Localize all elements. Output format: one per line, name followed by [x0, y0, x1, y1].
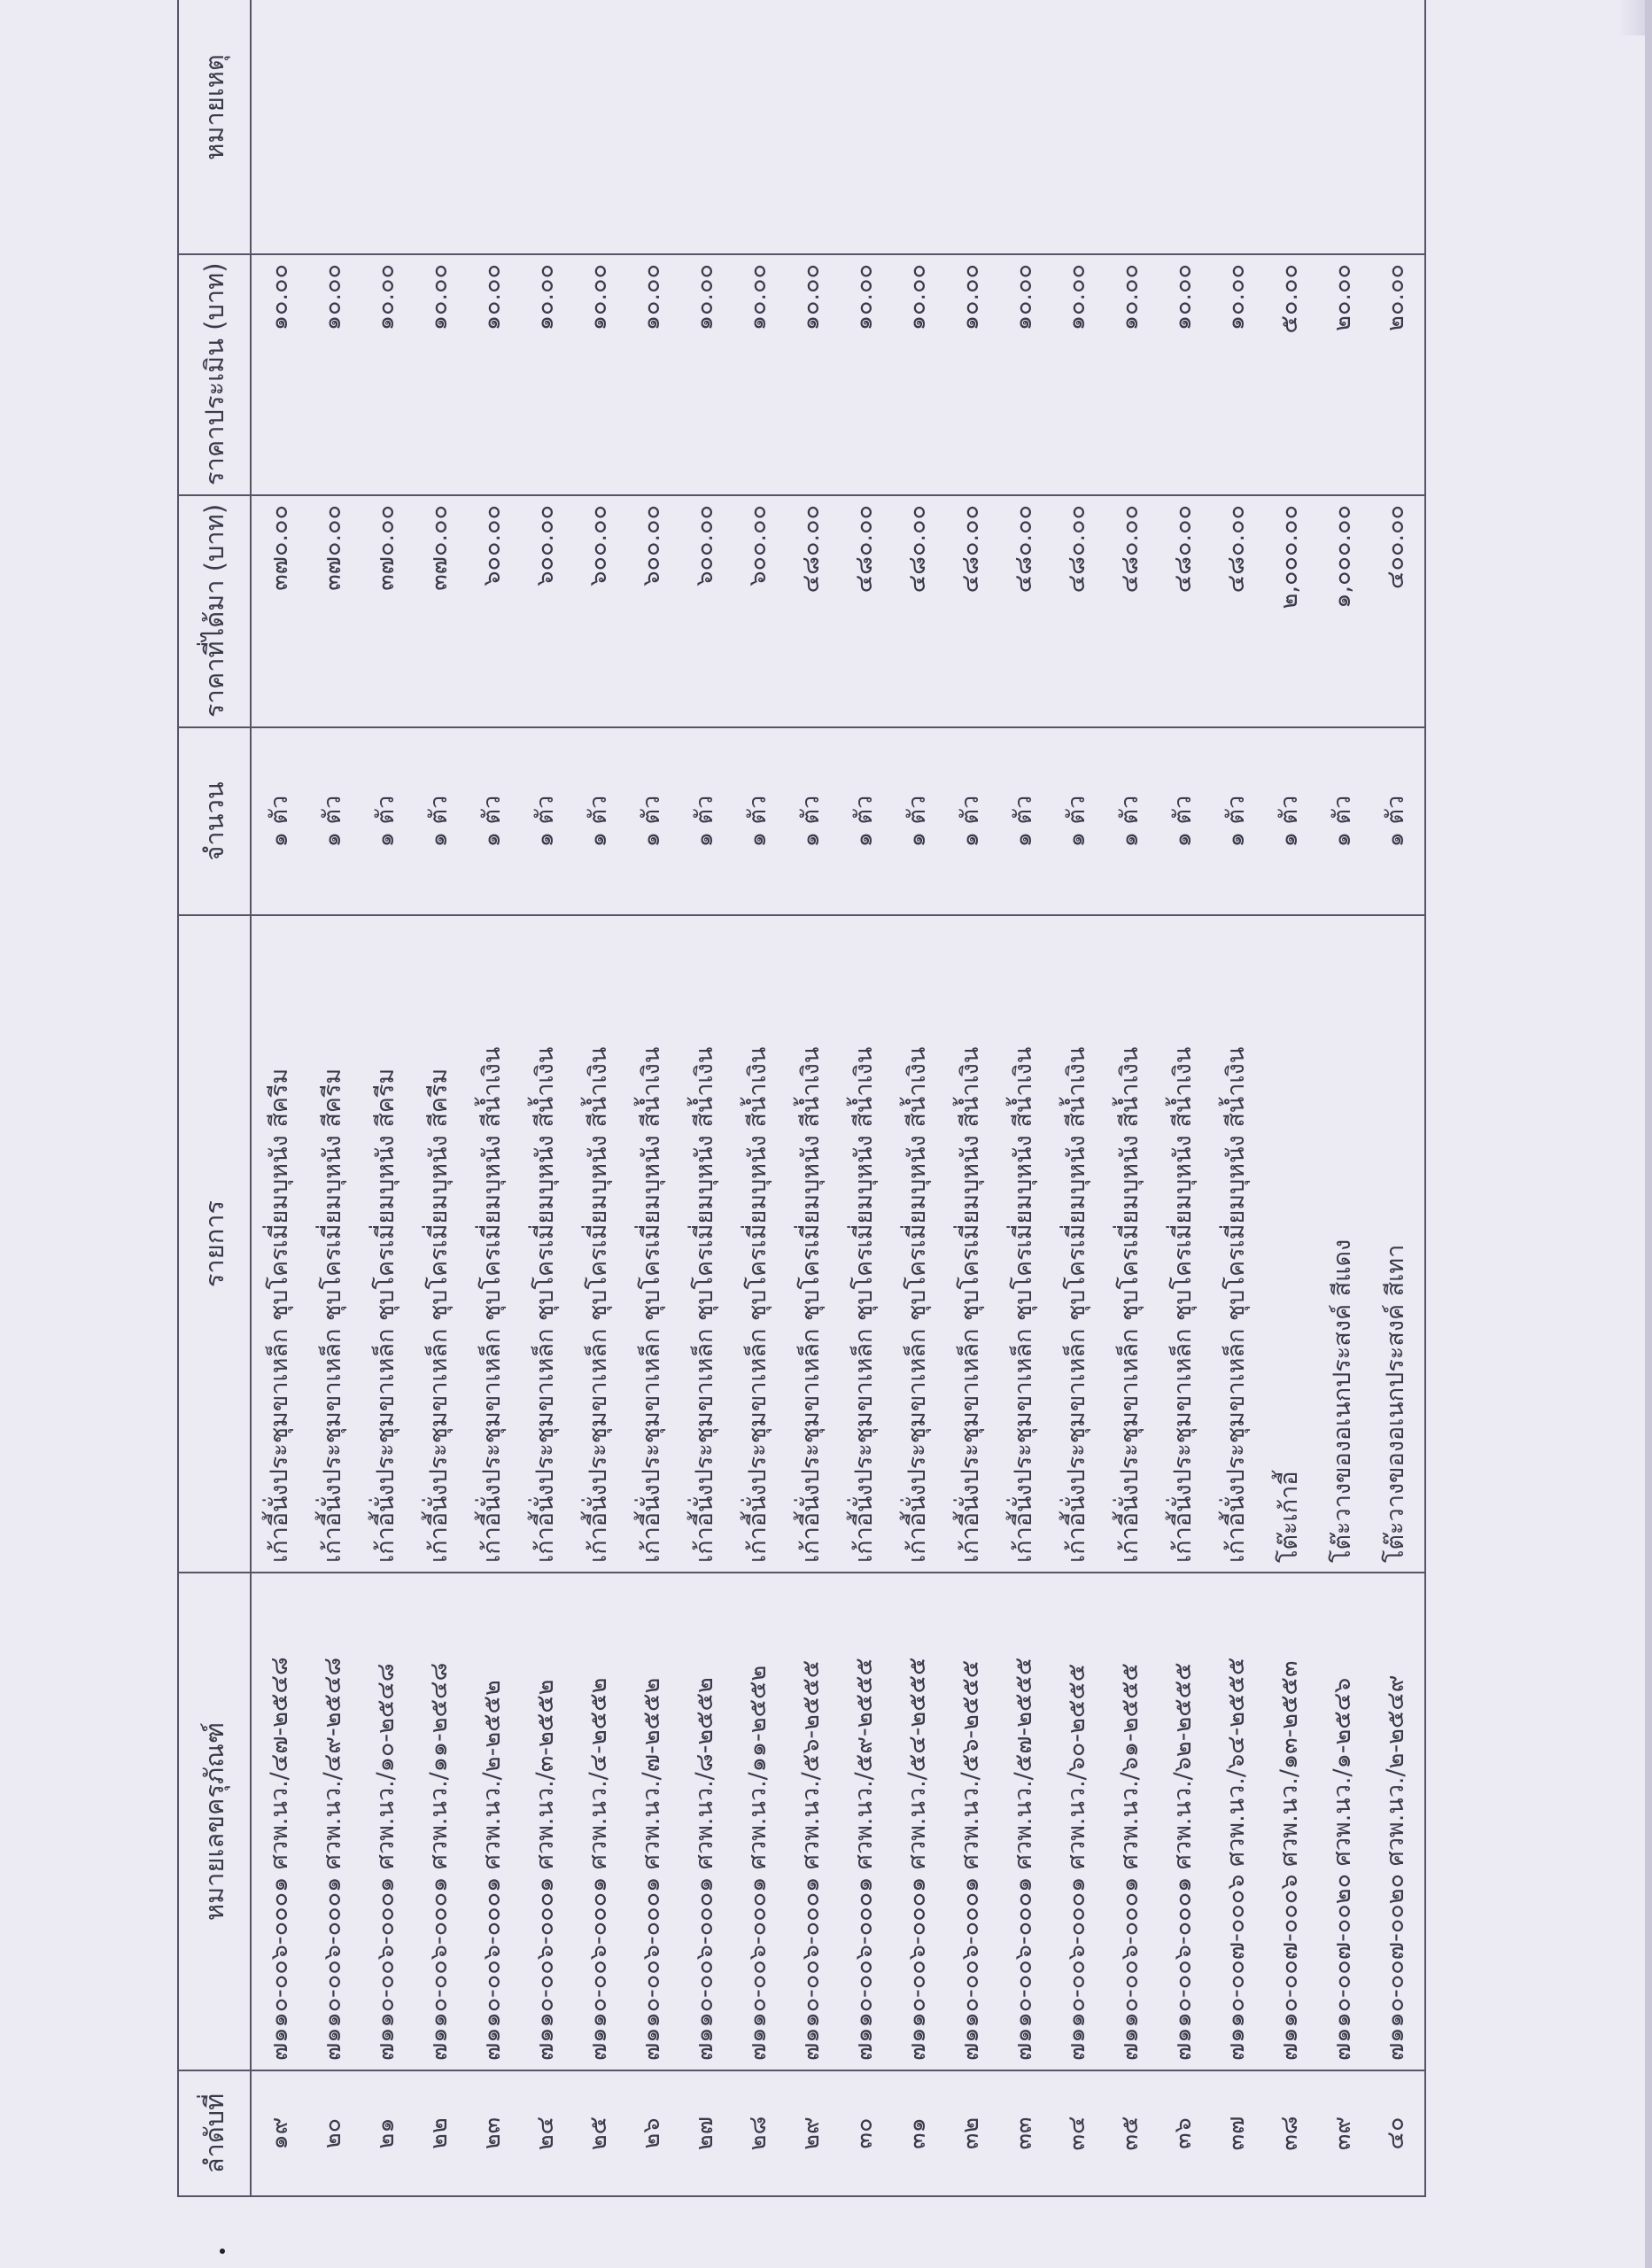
row-note [570, 0, 624, 254]
row-description: เก้าอี้นั่งประชุมขาเหล็ก ชุบโครเมี่ยมบุหนัง สีน้ำเงิน [889, 915, 942, 1573]
row-asset-id: ๗๑๑๐-๐๐๗-๐๐๐๖ ศวพ.นว./๑๓-๒๕๕๓ [1261, 1573, 1315, 2070]
row-price: ๑,๐๐๐.๐๐ [1315, 495, 1368, 727]
row-price: ๓๗๐.๐๐ [251, 495, 305, 727]
table-row [305, 0, 358, 2196]
row-note [624, 0, 677, 254]
row-description: เก้าอี้นั่งประชุมขาเหล็ก ชุบโครเมี่ยมบุหนัง สีน้ำเงิน [1208, 915, 1261, 1573]
row-asset-id: ๗๑๑๐-๐๐๖-๐๐๐๑ ศวพ.นว./๑๐-๒๕๔๘ [358, 1573, 411, 2070]
row-note [730, 0, 783, 254]
row-description: เก้าอี้นั่งประชุมขาเหล็ก ชุบโครเมี่ยมบุหนัง สีครีม [358, 915, 411, 1573]
row-note [889, 0, 942, 254]
row-quantity: ๑ ตัว [570, 727, 624, 915]
scan-speck [220, 2249, 225, 2254]
row-note [783, 0, 836, 254]
row-note [1315, 0, 1368, 254]
row-description: เก้าอี้นั่งประชุมขาเหล็ก ชุบโครเมี่ยมบุหนัง สีน้ำเงิน [464, 915, 517, 1573]
header-description: รายการ [178, 915, 251, 1573]
row-description: เก้าอี้นั่งประชุมขาเหล็ก ชุบโครเมี่ยมบุหนัง สีน้ำเงิน [996, 915, 1049, 1573]
row-note [1049, 0, 1102, 254]
table-row [889, 0, 942, 2196]
row-eval-price: ๑๐.๐๐ [889, 254, 942, 495]
row-price: ๔๘๐.๐๐ [783, 495, 836, 727]
row-price: ๖๐๐.๐๐ [730, 495, 783, 727]
row-price: ๔๘๐.๐๐ [1102, 495, 1155, 727]
row-description: เก้าอี้นั่งประชุมขาเหล็ก ชุบโครเมี่ยมบุหนัง สีน้ำเงิน [730, 915, 783, 1573]
row-quantity: ๑ ตัว [996, 727, 1049, 915]
row-note [517, 0, 570, 254]
table-row [677, 0, 730, 2196]
row-no: ๓๗ [1208, 2070, 1261, 2196]
table-row [1102, 0, 1155, 2196]
row-eval-price: ๑๐.๐๐ [251, 254, 305, 495]
blank-cell [1421, 254, 1425, 495]
row-description: เก้าอี้นั่งประชุมขาเหล็ก ชุบโครเมี่ยมบุหนัง สีน้ำเงิน [1102, 915, 1155, 1573]
paper-edge [1645, 0, 1652, 2268]
row-price: ๓๗๐.๐๐ [358, 495, 411, 727]
row-note [836, 0, 889, 254]
row-quantity: ๑ ตัว [1208, 727, 1261, 915]
row-description: เก้าอี้นั่งประชุมขาเหล็ก ชุบโครเมี่ยมบุหนัง สีน้ำเงิน [1155, 915, 1208, 1573]
row-asset-id: ๗๑๑๐-๐๐๖-๐๐๐๑ ศวพ.นว./๕๖-๒๕๕๕ [783, 1573, 836, 2070]
row-quantity: ๑ ตัว [411, 727, 464, 915]
row-price: ๔๘๐.๐๐ [1155, 495, 1208, 727]
row-asset-id: ๗๑๑๐-๐๐๖-๐๐๐๑ ศวพ.นว./๖๑-๒๕๕๕ [1102, 1573, 1155, 2070]
row-quantity: ๑ ตัว [517, 727, 570, 915]
table-row [464, 0, 517, 2196]
asset-disposal-sheet [177, 54, 1426, 2197]
blank-cell [1421, 1573, 1425, 2070]
row-note [996, 0, 1049, 254]
row-eval-price: ๑๐.๐๐ [411, 254, 464, 495]
row-quantity: ๑ ตัว [1049, 727, 1102, 915]
header-eval-price: ราคาประเมิน (บาท) [178, 254, 251, 495]
row-description: เก้าอี้นั่งประชุมขาเหล็ก ชุบโครเมี่ยมบุหนัง สีน้ำเงิน [783, 915, 836, 1573]
row-asset-id: ๗๑๑๐-๐๐๖-๐๐๐๑ ศวพ.นว./๑๑-๒๕๔๘ [411, 1573, 464, 2070]
row-price: ๔๘๐.๐๐ [889, 495, 942, 727]
row-eval-price: ๑๐.๐๐ [677, 254, 730, 495]
row-no: ๒๕ [570, 2070, 624, 2196]
row-asset-id: ๗๑๑๐-๐๐๖-๐๐๐๑ ศวพ.นว./๔๗-๒๕๔๘ [251, 1573, 305, 2070]
row-note [358, 0, 411, 254]
row-description: เก้าอี้นั่งประชุมขาเหล็ก ชุบโครเมี่ยมบุหนัง สีครีม [251, 915, 305, 1573]
row-price: ๖๐๐.๐๐ [517, 495, 570, 727]
row-asset-id: ๗๑๑๐-๐๐๖-๐๐๐๑ ศวพ.นว./๕๖-๒๕๕๕ [942, 1573, 996, 2070]
row-quantity: ๑ ตัว [942, 727, 996, 915]
row-price: ๖๐๐.๐๐ [624, 495, 677, 727]
row-price: ๖๐๐.๐๐ [464, 495, 517, 727]
row-quantity: ๑ ตัว [305, 727, 358, 915]
row-no: ๒๖ [624, 2070, 677, 2196]
row-note [1155, 0, 1208, 254]
row-asset-id: ๗๑๑๐-๐๐๖-๐๐๐๑ ศวพ.นว./๒-๒๕๕๒ [464, 1573, 517, 2070]
row-asset-id: ๗๑๑๐-๐๐๗-๐๐๒๐ ศวพ.นว./๑-๒๕๔๖ [1315, 1573, 1368, 2070]
row-price: ๖๐๐.๐๐ [677, 495, 730, 727]
row-eval-price: ๑๐.๐๐ [464, 254, 517, 495]
row-description: เก้าอี้นั่งประชุมขาเหล็ก ชุบโครเมี่ยมบุหนัง สีครีม [411, 915, 464, 1573]
row-price: ๔๘๐.๐๐ [996, 495, 1049, 727]
row-eval-price: ๑๐.๐๐ [1208, 254, 1261, 495]
row-no: ๒๒ [411, 2070, 464, 2196]
blank-cell [1421, 2070, 1425, 2196]
header-note: หมายเหตุ [178, 0, 251, 254]
row-asset-id: ๗๑๑๐-๐๐๗-๐๐๐๖ ศวพ.นว./๖๔-๒๕๕๕ [1208, 1573, 1261, 2070]
row-eval-price: ๒๐.๐๐ [1315, 254, 1368, 495]
row-asset-id: ๗๑๑๐-๐๐๖-๐๐๐๑ ศวพ.นว./๕๔-๒๕๕๕ [889, 1573, 942, 2070]
row-eval-price: ๑๐.๐๐ [996, 254, 1049, 495]
table-row [411, 0, 464, 2196]
row-price: ๔๘๐.๐๐ [836, 495, 889, 727]
blank-cell [1421, 0, 1425, 254]
row-eval-price: ๑๐.๐๐ [1049, 254, 1102, 495]
row-price: ๔๘๐.๐๐ [1049, 495, 1102, 727]
row-note [1261, 0, 1315, 254]
row-eval-price: ๑๐.๐๐ [570, 254, 624, 495]
row-quantity: ๑ ตัว [251, 727, 305, 915]
table-row [570, 0, 624, 2196]
row-asset-id: ๗๑๑๐-๐๐๖-๐๐๐๑ ศวพ.นว./๕๗-๒๕๕๕ [996, 1573, 1049, 2070]
row-quantity: ๑ ตัว [358, 727, 411, 915]
table-header-row [178, 0, 251, 2196]
row-eval-price: ๑๐.๐๐ [1102, 254, 1155, 495]
row-eval-price: ๑๐.๐๐ [517, 254, 570, 495]
row-asset-id: ๗๑๑๐-๐๐๖-๐๐๐๑ ศวพ.นว./๓-๒๕๕๒ [517, 1573, 570, 2070]
row-description: โต๊ะเก้าอี้ [1261, 915, 1315, 1573]
row-no: ๓๐ [836, 2070, 889, 2196]
asset-table [177, 0, 1426, 2197]
row-description: เก้าอี้นั่งประชุมขาเหล็ก ชุบโครเมี่ยมบุหนัง สีน้ำเงิน [942, 915, 996, 1573]
row-quantity: ๑ ตัว [783, 727, 836, 915]
row-description: โต๊ะวางของอเนกประสงค์ สีเทา [1368, 915, 1421, 1573]
row-no: ๑๙ [251, 2070, 305, 2196]
row-asset-id: ๗๑๑๐-๐๐๖-๐๐๐๑ ศวพ.นว./๘-๒๕๕๒ [677, 1573, 730, 2070]
row-eval-price: ๕๐.๐๐ [1261, 254, 1315, 495]
header-no: ลำดับที่ [178, 2070, 251, 2196]
row-no: ๓๙ [1315, 2070, 1368, 2196]
row-eval-price: ๒๐.๐๐ [1368, 254, 1421, 495]
row-no: ๓๖ [1155, 2070, 1208, 2196]
row-no: ๒๓ [464, 2070, 517, 2196]
blank-cell [1421, 727, 1425, 915]
row-note [1102, 0, 1155, 254]
row-quantity: ๑ ตัว [624, 727, 677, 915]
row-eval-price: ๑๐.๐๐ [358, 254, 411, 495]
row-price: ๒,๐๐๐.๐๐ [1261, 495, 1315, 727]
row-description: เก้าอี้นั่งประชุมขาเหล็ก ชุบโครเมี่ยมบุหนัง สีน้ำเงิน [1049, 915, 1102, 1573]
row-description: เก้าอี้นั่งประชุมขาเหล็ก ชุบโครเมี่ยมบุหนัง สีน้ำเงิน [836, 915, 889, 1573]
row-no: ๒๗ [677, 2070, 730, 2196]
row-eval-price: ๑๐.๐๐ [305, 254, 358, 495]
table-row [836, 0, 889, 2196]
row-note [464, 0, 517, 254]
row-no: ๓๑ [889, 2070, 942, 2196]
row-price: ๖๐๐.๐๐ [570, 495, 624, 727]
row-asset-id: ๗๑๑๐-๐๐๖-๐๐๐๑ ศวพ.นว./๔๙-๒๕๔๘ [305, 1573, 358, 2070]
row-price: ๔๘๐.๐๐ [1208, 495, 1261, 727]
row-note [1208, 0, 1261, 254]
row-quantity: ๑ ตัว [730, 727, 783, 915]
table-row [1315, 0, 1368, 2196]
row-no: ๒๑ [358, 2070, 411, 2196]
row-price: ๓๗๐.๐๐ [411, 495, 464, 727]
row-no: ๒๐ [305, 2070, 358, 2196]
row-quantity: ๑ ตัว [1368, 727, 1421, 915]
row-quantity: ๑ ตัว [1315, 727, 1368, 915]
row-eval-price: ๑๐.๐๐ [730, 254, 783, 495]
row-quantity: ๑ ตัว [1155, 727, 1208, 915]
row-asset-id: ๗๑๑๐-๐๐๖-๐๐๐๑ ศวพ.นว./๕๙-๒๕๕๕ [836, 1573, 889, 2070]
row-eval-price: ๑๐.๐๐ [783, 254, 836, 495]
row-description: โต๊ะวางของอเนกประสงค์ สีแดง [1315, 915, 1368, 1573]
table-row [624, 0, 677, 2196]
row-eval-price: ๑๐.๐๐ [942, 254, 996, 495]
row-asset-id: ๗๑๑๐-๐๐๖-๐๐๐๑ ศวพ.นว./๔-๒๕๕๒ [570, 1573, 624, 2070]
row-quantity: ๑ ตัว [1261, 727, 1315, 915]
row-quantity: ๑ ตัว [464, 727, 517, 915]
table-row [358, 0, 411, 2196]
table-row [783, 0, 836, 2196]
rotated-table-frame [177, 54, 1426, 2197]
table-row [1155, 0, 1208, 2196]
header-quantity: จำนวน [178, 727, 251, 915]
row-note [677, 0, 730, 254]
table-row [730, 0, 783, 2196]
table-blank-space [1421, 0, 1425, 2196]
row-no: ๓๒ [942, 2070, 996, 2196]
header-asset-id: หมายเลขครุภัณฑ์ [178, 1573, 251, 2070]
table-row [251, 0, 305, 2196]
row-no: ๓๘ [1261, 2070, 1315, 2196]
row-description: เก้าอี้นั่งประชุมขาเหล็ก ชุบโครเมี่ยมบุหนัง สีน้ำเงิน [517, 915, 570, 1573]
row-eval-price: ๑๐.๐๐ [1155, 254, 1208, 495]
table-row [996, 0, 1049, 2196]
row-note [305, 0, 358, 254]
row-asset-id: ๗๑๑๐-๐๐๖-๐๐๐๑ ศวพ.นว./๗-๒๕๕๒ [624, 1573, 677, 2070]
row-price: ๓๗๐.๐๐ [305, 495, 358, 727]
row-eval-price: ๑๐.๐๐ [836, 254, 889, 495]
row-no: ๒๘ [730, 2070, 783, 2196]
row-no: ๓๕ [1102, 2070, 1155, 2196]
row-quantity: ๑ ตัว [836, 727, 889, 915]
row-no: ๓๓ [996, 2070, 1049, 2196]
row-no: ๓๔ [1049, 2070, 1102, 2196]
row-asset-id: ๗๑๑๐-๐๐๖-๐๐๐๑ ศวพ.นว./๑๑-๒๕๕๒ [730, 1573, 783, 2070]
row-price: ๔๐๐.๐๐ [1368, 495, 1421, 727]
table-row [1261, 0, 1315, 2196]
table-row [942, 0, 996, 2196]
row-price: ๔๘๐.๐๐ [942, 495, 996, 727]
row-quantity: ๑ ตัว [1102, 727, 1155, 915]
header-price: ราคาที่ได้มา (บาท) [178, 495, 251, 727]
row-note [411, 0, 464, 254]
row-asset-id: ๗๑๑๐-๐๐๗-๐๐๒๐ ศวพ.นว./๒-๒๕๔๙ [1368, 1573, 1421, 2070]
blank-cell [1421, 495, 1425, 727]
row-eval-price: ๑๐.๐๐ [624, 254, 677, 495]
row-note [942, 0, 996, 254]
row-description: เก้าอี้นั่งประชุมขาเหล็ก ชุบโครเมี่ยมบุหนัง สีครีม [305, 915, 358, 1573]
table-row [517, 0, 570, 2196]
table-row [1208, 0, 1261, 2196]
table-row [1049, 0, 1102, 2196]
row-asset-id: ๗๑๑๐-๐๐๖-๐๐๐๑ ศวพ.นว./๖๐-๒๕๕๕ [1049, 1573, 1102, 2070]
blank-cell [1421, 915, 1425, 1573]
table-row [1368, 0, 1421, 2196]
row-quantity: ๑ ตัว [889, 727, 942, 915]
row-no: ๔๐ [1368, 2070, 1421, 2196]
row-note [251, 0, 305, 254]
row-no: ๒๙ [783, 2070, 836, 2196]
row-asset-id: ๗๑๑๐-๐๐๖-๐๐๐๑ ศวพ.นว./๖๒-๒๕๕๕ [1155, 1573, 1208, 2070]
row-description: เก้าอี้นั่งประชุมขาเหล็ก ชุบโครเมี่ยมบุหนัง สีน้ำเงิน [570, 915, 624, 1573]
row-quantity: ๑ ตัว [677, 727, 730, 915]
paper-corner [1618, 0, 1645, 35]
row-note [1368, 0, 1421, 254]
row-description: เก้าอี้นั่งประชุมขาเหล็ก ชุบโครเมี่ยมบุหนัง สีน้ำเงิน [677, 915, 730, 1573]
row-description: เก้าอี้นั่งประชุมขาเหล็ก ชุบโครเมี่ยมบุหนัง สีน้ำเงิน [624, 915, 677, 1573]
row-no: ๒๔ [517, 2070, 570, 2196]
